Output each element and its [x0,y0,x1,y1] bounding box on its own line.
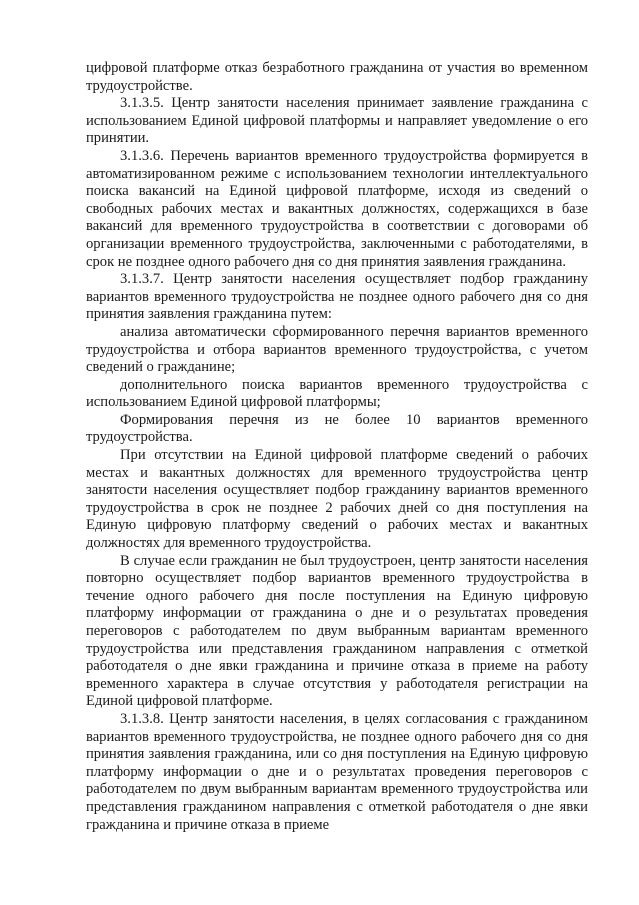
paragraph-3-1-3-5: 3.1.3.5. Центр занятости населения принимает заявление гражданина с использованием Единой цифровой платформы и направляет уведомление о его принятии. [86,95,588,147]
list-item-forming: Формирования перечня из не более 10 вариантов временного трудоустройства. [86,411,588,446]
paragraph-not-employed: В случае если гражданин не был трудоустроен, центр занятости населения повторно осуществляет подбор вариантов временного трудоустройства в течение одного рабочего дня после поступления на Единую цифровую платформу информации от гражданина о дне и о результатах проведения переговоров с работодателем по двум выбранным вариантам временного трудоустройства или представления гражданином направления с отметкой работодателя о дне явки гражданина и причине отказа в приеме на работу временного характера в случае отсутствия у работодателя регистрации на Единой цифровой платформе. [86,552,588,710]
paragraph-3-1-3-7: 3.1.3.7. Центр занятости населения осуществляет подбор гражданину вариантов временного трудоустройства не позднее одного рабочего дня со дня принятия заявления гражданина путем: [86,271,588,323]
paragraph-no-data: При отсутствии на Единой цифровой платформе сведений о рабочих местах и вакантных должностях для временного трудоустройства центр занятости населения осуществляет подбор гражданину вариантов временного трудоустройства в срок не позднее 2 рабочих дней со дня поступления на Единую цифровую платформу сведений о рабочих местах и вакантных должностях для временного трудоустройства. [86,447,588,552]
paragraph-intro: цифровой платформе отказ безработного гражданина от участия во временном трудоустройстве. [86,60,588,94]
list-item-analysis: анализа автоматически сформированного перечня вариантов временного трудоустройства и отбора вариантов временного трудоустройства, с учетом сведений о гражданине; [86,323,588,376]
document-body [86,60,588,834]
paragraph-3-1-3-8: 3.1.3.8. Центр занятости населения, в целях согласования с гражданином вариантов временного трудоустройства, не позднее одного рабочего дня со дня принятия заявления гражданина, или со дня поступления на Единую цифровую платформу информации о дне и о результатах проведения переговоров с работодателем по двум выбранным вариантам временного трудоустройства или представления гражданином направления с отметкой работодателя о дне явки гражданина и причине отказа в приеме [86,710,588,833]
list-item-search: дополнительного поиска вариантов временного трудоустройства с использованием Единой цифровой платформы; [86,376,588,411]
paragraph-3-1-3-6: 3.1.3.6. Перечень вариантов временного трудоустройства формируется в автоматизированном режиме с использованием технологии интеллектуального поиска вакансий на Единой цифровой платформе, исходя из сведений о свободных рабочих местах и вакантных должностях, содержащихся в базе вакансий для временного трудоустройства в соответствии с договорами об организации временного трудоустройства, заключенными с работодателями, в срок не позднее одного рабочего дня со дня принятия заявления гражданина. [86,147,588,270]
